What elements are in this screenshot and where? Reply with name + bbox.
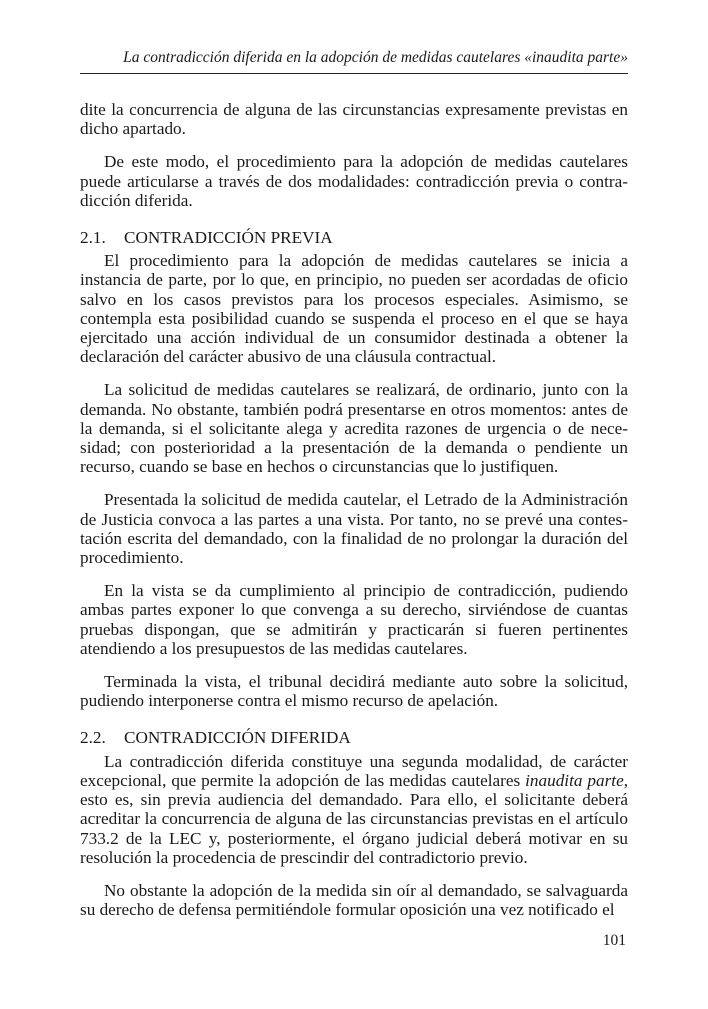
paragraph: Presentada la solicitud de medida cautelar, el Letrado de la Administración de Justicia convoca a las partes a una vista. Por tanto, no se prevé una contestación escrita del demandado, con la finalidad de no prolongar la duración del procedimiento.: [80, 490, 628, 568]
paragraph: En la vista se da cumplimiento al principio de contradicción, pudiendo ambas partes exponer lo que convenga a su derecho, sirviéndose de cuantas pruebas dispongan, que se admitirán y practicarán si fueren pertinentes atendiendo a los presupuestos de las medidas cautelares.: [80, 581, 628, 658]
paragraph: El procedimiento para la adopción de medidas cautelares se inicia a instancia de parte, por lo que, en principio, no pueden ser acordadas de oficio salvo en los casos previstos para los procesos especiales. Asimismo, se contempla esta posibilidad cuando se suspenda el proceso en el que se haya ejercitado una acción individual de un consumidor destinada a obtener la declaración del carácter abusivo de una cláusula contractual.: [80, 251, 628, 367]
paragraph: [80, 752, 628, 867]
paragraph-text: La contradicción diferida constituye una segunda modalidad, de carácter excepcional, que permite la adopción de las medidas cautelares: [80, 751, 628, 790]
running-title: La contradicción diferida en la adopción de medidas cautelares «inaudita parte»: [123, 49, 628, 66]
page-number: 101: [602, 932, 626, 949]
section-heading-contradiccion-previa: [80, 228, 628, 247]
section-number: 2.1.: [80, 228, 106, 248]
paragraph: De este modo, el procedimiento para la adopción de medidas cautelares puede articularse a través de dos modalidades: contradicción previa o contradicción diferida.: [80, 152, 628, 210]
page-body: [80, 100, 628, 933]
section-title: CONTRADICCIÓN DIFERIDA: [124, 728, 351, 748]
paragraph-text: , esto es, sin previa audiencia del demandado. Para ello, el solicitante deberá acreditar la concurrencia de alguna de las circunstancias previstas en el artículo 733.2 de la LEC y, posteriormente, el órgano judicial deberá motivar en su resolución la procedencia de prescindir del contradictorio previo.: [80, 770, 629, 867]
section-number: 2.2.: [80, 728, 106, 748]
section-title: CONTRADICCIÓN PREVIA: [124, 228, 333, 248]
paragraph: dite la concurrencia de alguna de las circunstancias expresamente previstas en dicho apartado.: [80, 100, 628, 139]
italic-term: inaudita parte: [525, 770, 624, 790]
paragraph: Terminada la vista, el tribunal decidirá mediante auto sobre la solicitud, pudiendo interponerse contra el mismo recurso de apelación.: [80, 672, 628, 711]
paragraph: La solicitud de medidas cautelares se realizará, de ordinario, junto con la demanda. No obstante, también podrá presentarse en otros momentos: antes de la demanda, si el solicitante alega y acredita razones de urgencia o de necesidad; con posterioridad a la presentación de la demanda o pendiente un recurso, cuando se base en hechos o circunstancias que lo justifiquen.: [80, 380, 628, 477]
running-header: [80, 48, 628, 74]
paragraph: No obstante la adopción de la medida sin oír al demandado, se salvaguarda su derecho de defensa permitiéndole formular oposición una vez notificado el: [80, 880, 628, 920]
section-heading-contradiccion-diferida: [80, 728, 628, 747]
